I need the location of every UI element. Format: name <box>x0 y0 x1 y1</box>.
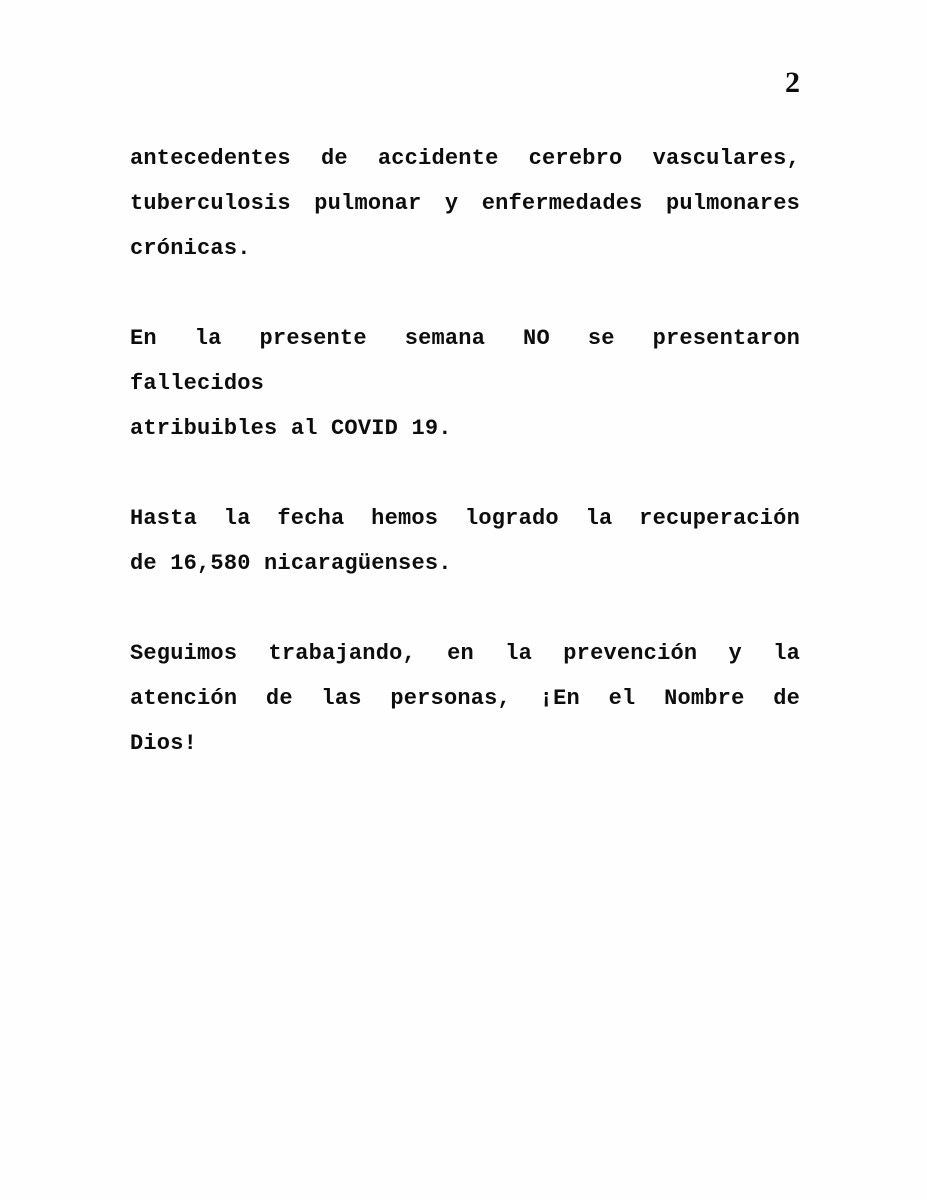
text-line: de 16,580 nicaragüenses. <box>130 551 452 576</box>
text-line: tuberculosis pulmonar y enfermedades pulmonares <box>130 191 800 216</box>
text-line: crónicas. <box>130 236 251 261</box>
text-line: atribuibles al COVID 19. <box>130 416 452 441</box>
text-line: Seguimos trabajando, en la prevención y la <box>130 641 800 666</box>
paragraph-comorbidities <box>130 136 800 271</box>
text-line: Hasta la fecha hemos logrado la recuperación <box>130 506 800 531</box>
paragraph-closing <box>130 631 800 766</box>
text-line: antecedentes de accidente cerebro vasculares, <box>130 146 800 171</box>
page-number: 2 <box>785 66 800 99</box>
text-line: Dios! <box>130 731 198 756</box>
text-line: atención de las personas, ¡En el Nombre de <box>130 686 800 711</box>
document-body <box>130 136 800 811</box>
paragraph-deaths <box>130 316 800 451</box>
text-line: En la presente semana NO se presentaron fallecidos <box>130 326 800 396</box>
paragraph-recoveries <box>130 496 800 586</box>
